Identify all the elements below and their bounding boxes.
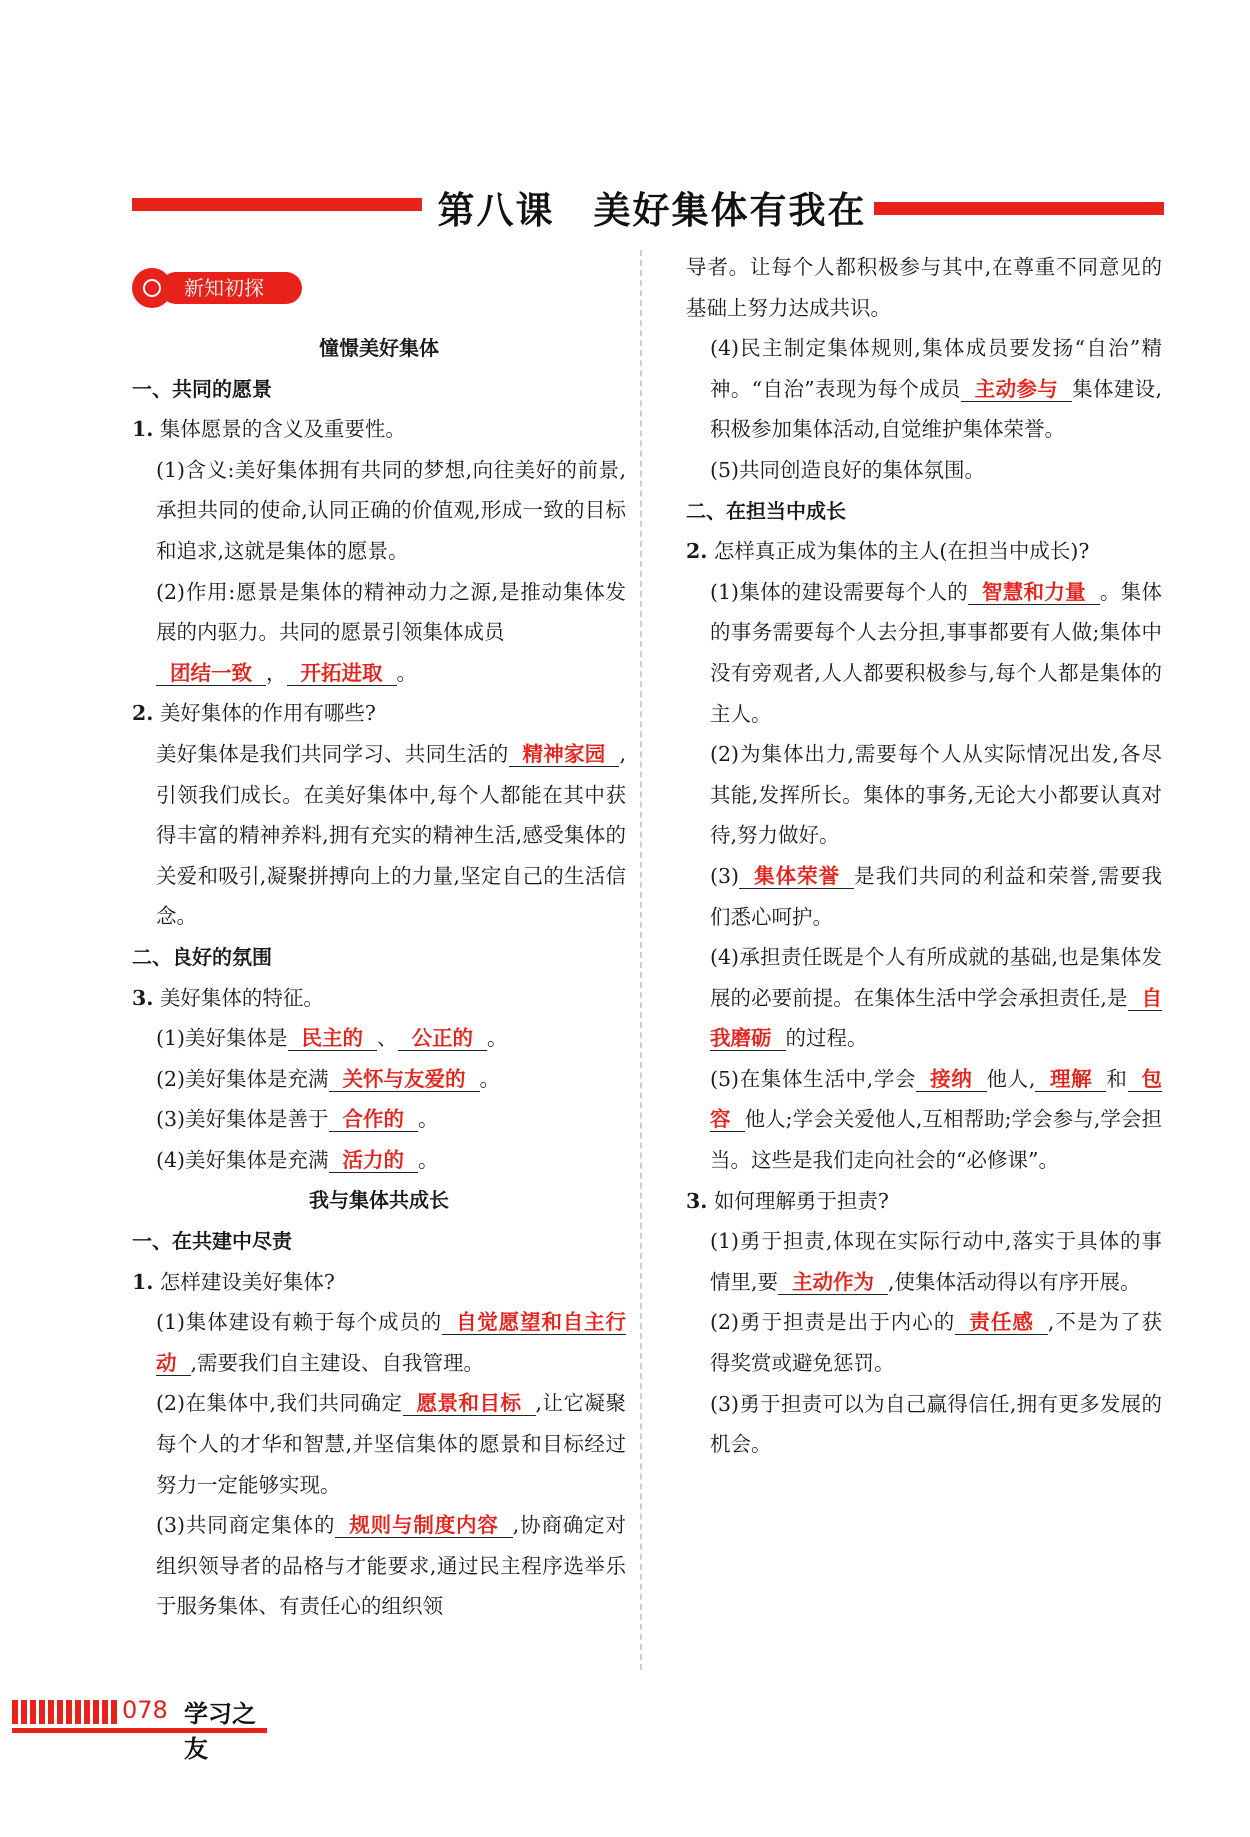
text-run: (3)共同商定集体的 xyxy=(156,1513,336,1538)
fill-in-answer: 责任感 xyxy=(955,1310,1048,1335)
section-badge xyxy=(132,268,302,308)
text-run: ,需要我们自主建设、自我管理。 xyxy=(190,1350,485,1375)
question-item xyxy=(132,693,626,734)
fill-in-answer: 开拓进取 xyxy=(287,661,397,686)
text-run: 美好集体是我们共同学习、共同生活的 xyxy=(156,741,509,766)
column-divider xyxy=(640,250,642,1670)
text-run: (5)在集体生活中,学会 xyxy=(710,1066,917,1091)
answer-paragraph xyxy=(132,1018,626,1059)
answer-paragraph xyxy=(132,1099,626,1140)
question-item xyxy=(132,978,626,1019)
text-run: (3)美好集体是善于 xyxy=(156,1107,329,1132)
text-run: 、 xyxy=(377,1026,398,1051)
answer-paragraph xyxy=(686,1221,1162,1302)
answer-paragraph xyxy=(132,1140,626,1181)
answer-paragraph xyxy=(686,328,1162,450)
brand-name: 学习之友 xyxy=(184,1699,256,1763)
text-run: (2)在集体中,我们共同确定 xyxy=(156,1391,403,1416)
text-run: (3) xyxy=(710,863,740,888)
question-text: 如何理解勇于担责? xyxy=(707,1188,889,1213)
fill-in-answer: 自我磨砺 xyxy=(710,985,1162,1051)
text-run: 集体建设,积极参加集体活动,自觉维护集体荣誉。 xyxy=(710,376,1162,442)
question-text: 美好集体的作用有哪些? xyxy=(153,701,376,726)
question-number: 3. xyxy=(686,1188,708,1213)
text-run: 他人, xyxy=(986,1066,1036,1091)
section-heading: 二、良好的氛围 xyxy=(132,944,272,969)
fill-in-answer: 精神家园 xyxy=(509,742,620,767)
answer-paragraph xyxy=(686,1059,1162,1181)
fill-in-answer: 活力的 xyxy=(329,1148,419,1173)
question-number: 3. xyxy=(132,985,154,1010)
answer-paragraph: (1)含义:美好集体拥有共同的梦想,向往美好的前景,承担共同的使命,认同正确的价值观,形成一致的目标和追求,这就是集体的愿景。 xyxy=(156,457,626,563)
topic-heading: 憧憬美好集体 xyxy=(319,336,439,360)
fill-in-answer: 规则与制度内容 xyxy=(335,1513,512,1538)
answer-paragraph xyxy=(686,937,1162,1059)
fill-in-answer: 公正的 xyxy=(398,1026,488,1051)
fill-in-answer: 团结一致 xyxy=(156,661,266,686)
lesson-title-bar xyxy=(132,180,1164,232)
text-run: 。 xyxy=(479,1066,501,1091)
fill-in-answer: 集体荣誉 xyxy=(739,864,854,889)
text-run: (1)集体建设有赖于每个成员的 xyxy=(156,1310,443,1335)
answer-paragraph xyxy=(132,1505,626,1627)
text-run: (4)民主制定集体规则,集体成员要发扬“自治”精神。“自治”表现为每个成员 xyxy=(710,336,1162,401)
text-run: 他人;学会关爱他人,互相帮助;学会参与,学会担当。这些是我们走向社会的“必修课”。 xyxy=(710,1107,1162,1173)
lesson-title: 第八课 美好集体有我在 xyxy=(437,189,867,232)
section-heading: 一、在共建中尽责 xyxy=(132,1229,292,1254)
answer-paragraph: (5)共同创造良好的集体氛围。 xyxy=(710,457,986,482)
title-rule-right xyxy=(874,202,1164,215)
section-heading: 一、共同的愿景 xyxy=(132,376,272,401)
text-run: 是我们共同的利益和荣誉,需要我们悉心呵护。 xyxy=(710,863,1163,929)
question-text: 怎样建设美好集体? xyxy=(153,1269,335,1294)
text-run: (2)美好集体是充满 xyxy=(156,1066,329,1091)
section-heading: 二、在担当中成长 xyxy=(686,498,846,523)
fill-in-answer: 接纳 xyxy=(916,1067,986,1092)
text-run: 和 xyxy=(1106,1066,1128,1091)
question-item xyxy=(132,1262,626,1303)
fill-in-answer: 合作的 xyxy=(329,1107,419,1132)
fill-in-answer: 自觉愿望和自主行动 xyxy=(156,1310,626,1375)
continued-paragraph: 导者。让每个人都积极参与其中,在尊重不同意见的基础上努力达成共识。 xyxy=(686,255,1162,320)
question-number: 2. xyxy=(686,539,708,564)
question-item xyxy=(686,1181,1162,1222)
fill-in-answer: 包容 xyxy=(710,1066,1162,1132)
text-run: ,引领我们成长。在美好集体中,每个人都能在其中获得丰富的精神养料,拥有充实的精神生活,感受集体的关爱和吸引,凝聚拼搏向上的力量,坚定自己的生活信念。 xyxy=(156,741,627,929)
text-run: 。 xyxy=(396,660,417,685)
topic-heading: 我与集体共成长 xyxy=(309,1188,449,1213)
question-text: 怎样真正成为集体的主人(在担当中成长)? xyxy=(707,539,1090,564)
text-run: 的过程。 xyxy=(785,1026,868,1051)
question-text: 集体愿景的含义及重要性。 xyxy=(153,417,406,442)
text-run: ， xyxy=(266,660,287,685)
answer-paragraph xyxy=(132,734,626,937)
text-run: 。 xyxy=(487,1026,508,1051)
target-icon xyxy=(132,268,172,308)
page-footer xyxy=(12,1690,267,1763)
question-number: 1. xyxy=(132,417,154,442)
text-run: ,让它凝聚每个人的才华和智慧,并坚信集体的愿景和目标经过努力一定能够实现。 xyxy=(156,1391,626,1497)
question-item xyxy=(132,409,626,450)
answer-paragraph: (2)为集体出力,需要每个人从实际情况出发,各尽其能,发挥所长。集体的事务,无论大小都要认真对待,努力做好。 xyxy=(710,742,1162,848)
answer-paragraph xyxy=(686,572,1162,734)
question-text: 美好集体的特征。 xyxy=(153,985,324,1010)
badge-label: 新知初探 xyxy=(160,272,302,304)
fill-in-answer: 民主的 xyxy=(288,1026,378,1051)
text-run: 。集体的事务需要每个人去分担,事事都要有人做;集体中没有旁观者,人人都要积极参与,每个人都是集体的主人。 xyxy=(710,579,1162,726)
fill-in-answer: 主动参与 xyxy=(961,377,1072,402)
text-run: 。 xyxy=(418,1147,439,1172)
answer-paragraph xyxy=(132,1059,626,1100)
fill-in-answer: 智慧和力量 xyxy=(968,580,1100,605)
fill-in-answer: 关怀与友爱的 xyxy=(329,1067,480,1092)
text-run: ,不是为了获得奖赏或避免惩罚。 xyxy=(710,1310,1163,1376)
fill-in-answer: 愿景和目标 xyxy=(403,1391,536,1416)
page-number: 078 xyxy=(118,1696,172,1724)
text-run: (1)美好集体是 xyxy=(156,1026,288,1051)
text-run: (4)承担责任既是个人有所成就的基础,也是集体发展的必要前提。在集体生活中学会承担责任,是 xyxy=(710,945,1162,1010)
answer-paragraph: (2)作用:愿景是集体的精神动力之源,是推动集体发展的内驱力。共同的愿景引领集体成员 xyxy=(156,579,626,645)
fill-in-answer: 理解 xyxy=(1035,1067,1106,1092)
question-item xyxy=(686,531,1162,572)
answer-paragraph xyxy=(132,1383,626,1505)
answer-paragraph xyxy=(132,1302,626,1383)
text-run: (1)勇于担责,体现在实际行动中,落实于具体的事情里,要 xyxy=(710,1229,1162,1294)
answer-paragraph: (3)勇于担责可以为自己赢得信任,拥有更多发展的机会。 xyxy=(710,1391,1162,1457)
question-number: 2. xyxy=(132,701,154,726)
text-run: (1)集体的建设需要每个人的 xyxy=(710,579,968,604)
question-number: 1. xyxy=(132,1269,154,1294)
text-run: 。 xyxy=(418,1107,439,1132)
answer-paragraph xyxy=(132,653,626,694)
title-rule-left xyxy=(132,198,422,211)
answer-paragraph xyxy=(686,856,1162,937)
text-run: (2)勇于担责是出于内心的 xyxy=(710,1310,956,1335)
text-run: (4)美好集体是充满 xyxy=(156,1147,329,1172)
fill-in-answer: 主动作为 xyxy=(778,1270,888,1295)
left-column xyxy=(132,328,626,1627)
answer-paragraph xyxy=(686,1302,1162,1383)
right-column xyxy=(686,247,1162,1465)
text-run: ,使集体活动得以有序开展。 xyxy=(888,1269,1141,1294)
text-run: ,协商确定对组织领导者的品格与才能要求,通过民主程序选举乐于服务集体、有责任心的组织领 xyxy=(156,1513,626,1619)
